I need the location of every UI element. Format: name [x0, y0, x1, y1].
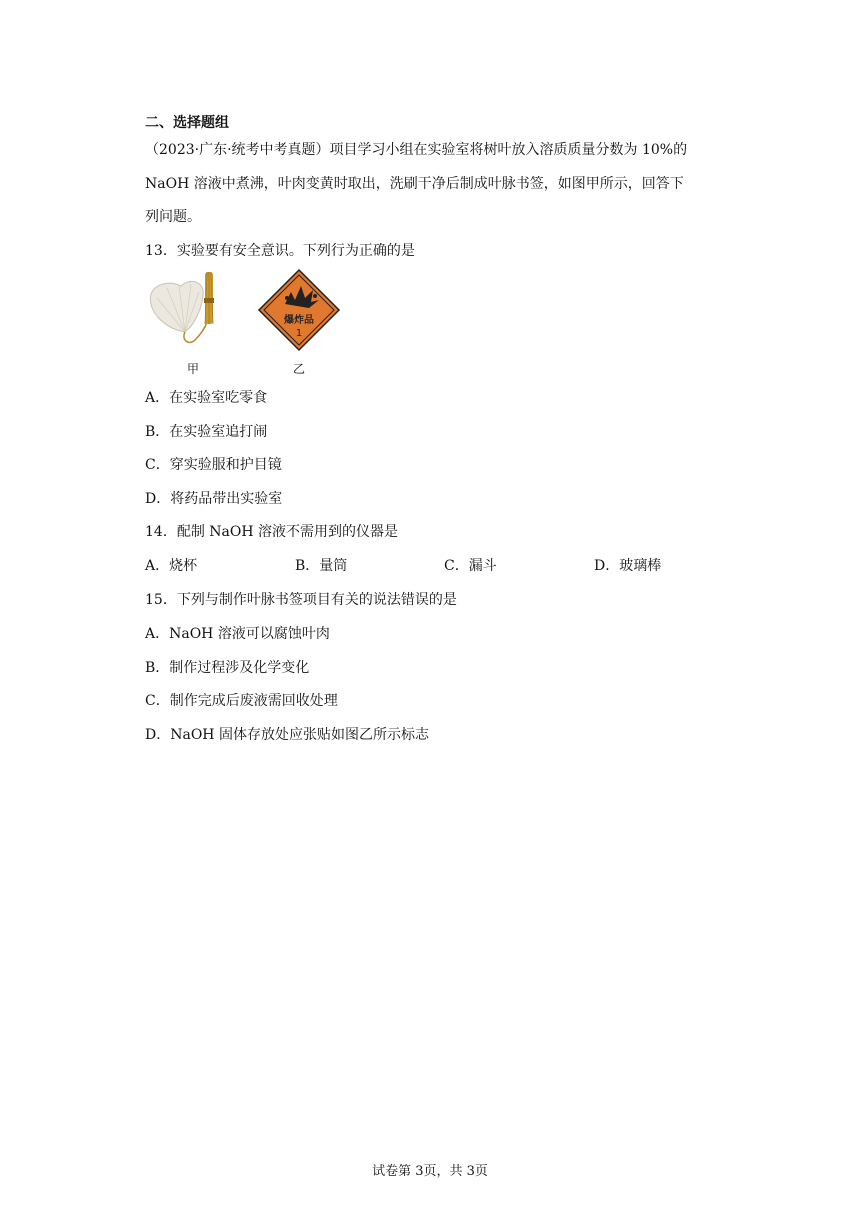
q15-stem: 15．下列与制作叶脉书签项目有关的说法错误的是 — [145, 592, 457, 608]
figure-b-caption: 乙 — [293, 362, 306, 376]
q15-option-b: B．制作过程涉及化学变化 — [145, 660, 310, 676]
q13-stem: 13．实验要有安全意识。下列行为正确的是 — [145, 243, 415, 259]
intro-line-1: （2023·广东·统考中考真题）项目学习小组在实验室将树叶放入溶质质量分数为 10%的 — [145, 142, 688, 158]
q13-option-a: A．在实验室吃零食 — [145, 390, 268, 406]
leaf-bookmark-image — [145, 270, 235, 350]
intro-line-3: 列问题。 — [145, 209, 201, 225]
sign-number: 1 — [295, 328, 303, 339]
q14-option-d: D．玻璃棒 — [594, 558, 662, 574]
intro-line-2: NaOH 溶液中煮沸，叶肉变黄时取出，洗刷干净后制成叶脉书签，如图甲所示，回答下 — [145, 176, 684, 192]
q14-stem: 14．配制 NaOH 溶液不需用到的仪器是 — [145, 524, 398, 540]
q13-option-b: B．在实验室追打闹 — [145, 424, 268, 440]
q14-option-b: B．量筒 — [295, 558, 348, 574]
q14-option-a: A．烧杯 — [145, 558, 198, 574]
figures-row — [145, 270, 365, 380]
q15-option-a: A．NaOH 溶液可以腐蚀叶肉 — [145, 626, 330, 642]
page-footer: 试卷第 3页，共 3页 — [372, 1164, 488, 1179]
explosive-sign-icon — [257, 268, 341, 352]
q14-option-c: C．漏斗 — [444, 558, 497, 574]
q15-option-c: C．制作完成后废液需回收处理 — [145, 693, 338, 709]
q13-option-d: D．将药品带出实验室 — [145, 491, 283, 507]
section-title: 二、选择题组 — [145, 115, 229, 131]
q13-option-c: C．穿实验服和护目镜 — [145, 457, 282, 473]
figure-a-caption: 甲 — [187, 362, 200, 376]
q15-option-d: D．NaOH 固体存放处应张贴如图乙所示标志 — [145, 727, 429, 743]
sign-label: 爆炸品 — [284, 315, 314, 326]
